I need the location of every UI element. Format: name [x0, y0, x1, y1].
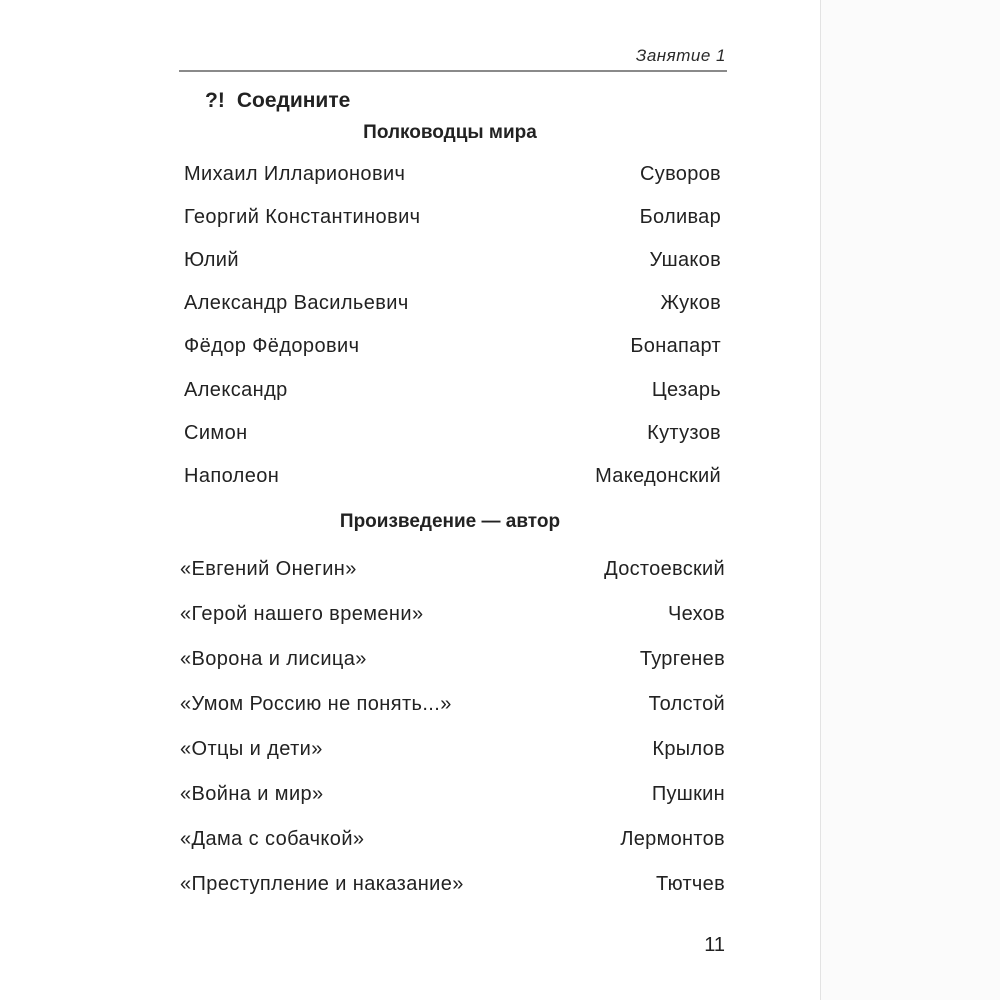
author-name: Пушкин [651, 783, 725, 805]
page-edge [820, 0, 821, 1000]
first-name: Наполеон [184, 465, 280, 487]
section-title-works: Произведение — автор [339, 511, 561, 532]
work-title: «Евгений Онегин» [180, 558, 357, 580]
work-title: «Преступление и наказание» [180, 873, 464, 895]
list-item [180, 601, 725, 627]
first-name: Александр Васильевич [184, 292, 409, 314]
list-item [184, 463, 721, 489]
list-item [180, 736, 725, 762]
author-name: Достоевский [604, 558, 725, 580]
list-item [180, 646, 725, 672]
last-name: Македонский [595, 465, 721, 487]
last-name: Жуков [660, 292, 721, 314]
last-name: Боливар [639, 206, 721, 228]
list-item [180, 691, 725, 717]
task-title: Соедините [236, 89, 351, 112]
list-item [184, 377, 721, 403]
list-item [180, 826, 725, 852]
work-title: «Герой нашего времени» [180, 603, 424, 625]
author-name: Лермонтов [620, 828, 725, 850]
author-name: Тургенев [639, 648, 725, 670]
list-item [184, 333, 721, 359]
running-header: Занятие 1 [635, 46, 726, 65]
first-name: Михаил Илларионович [184, 163, 406, 185]
section-title-commanders: Полководцы мира [363, 122, 537, 143]
list-item [184, 247, 721, 273]
author-name: Чехов [667, 603, 725, 625]
work-title: «Война и мир» [180, 783, 324, 805]
last-name: Бонапарт [630, 335, 721, 357]
first-name: Фёдор Фёдорович [184, 335, 360, 357]
last-name: Кутузов [647, 422, 721, 444]
last-name: Ушаков [649, 249, 721, 271]
last-name: Цезарь [651, 379, 721, 401]
author-name: Толстой [648, 693, 725, 715]
list-item [184, 204, 721, 230]
list-item [180, 556, 725, 582]
work-title: «Отцы и дети» [180, 738, 323, 760]
author-name: Крылов [652, 738, 725, 760]
work-title: «Умом Россию не понять...» [180, 693, 452, 715]
list-item [180, 781, 725, 807]
first-name: Георгий Константинович [184, 206, 421, 228]
author-name: Тютчев [655, 873, 725, 895]
list-item [180, 871, 725, 897]
page-margin-shade [821, 0, 1000, 1000]
header-rule [179, 70, 727, 72]
work-title: «Дама с собачкой» [180, 828, 365, 850]
page-number: 11 [704, 934, 725, 956]
task-marker-icon: ?! [205, 89, 225, 112]
work-title: «Ворона и лисица» [180, 648, 367, 670]
first-name: Симон [184, 422, 248, 444]
last-name: Суворов [640, 163, 721, 185]
task-heading [205, 89, 350, 113]
first-name: Александр [184, 379, 288, 401]
list-item [184, 420, 721, 446]
list-item [184, 161, 721, 187]
list-item [184, 290, 721, 316]
first-name: Юлий [184, 249, 239, 271]
